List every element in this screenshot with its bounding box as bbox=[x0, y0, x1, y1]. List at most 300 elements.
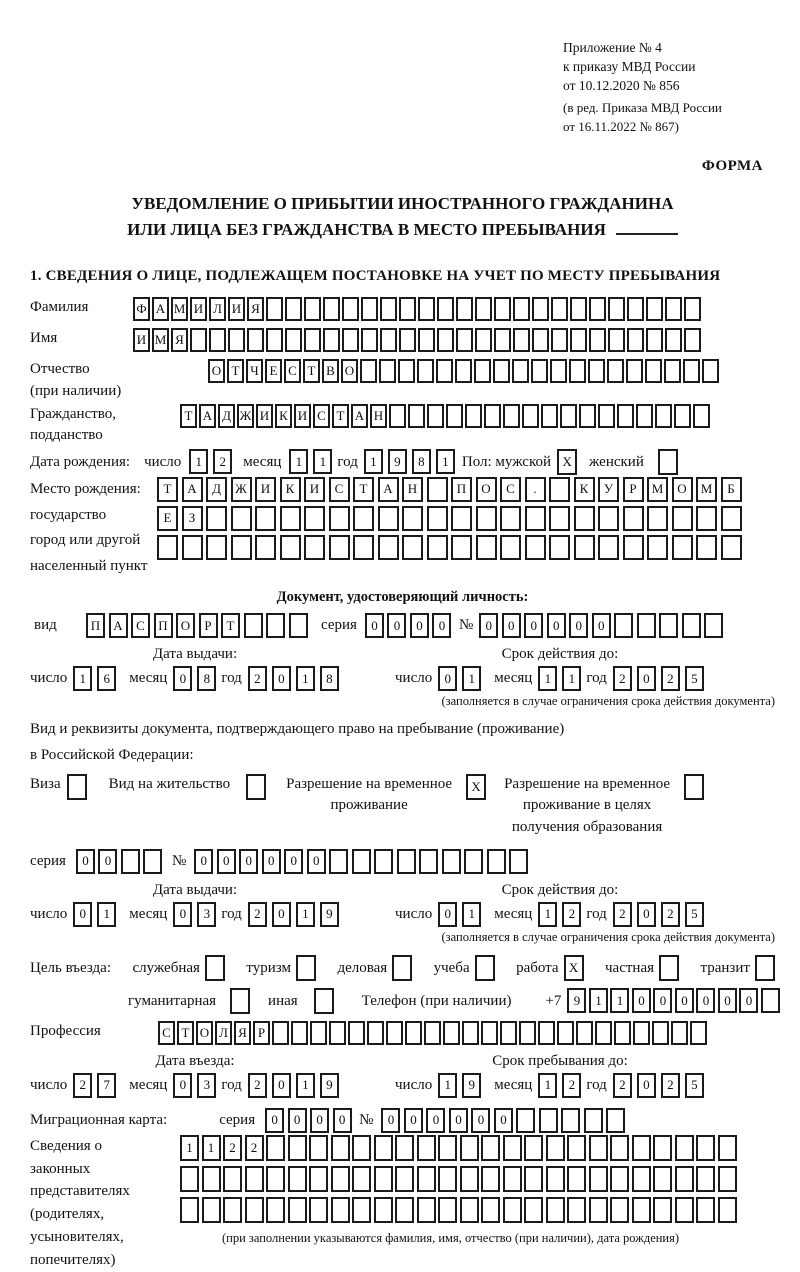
form-cell[interactable]: 0 bbox=[438, 902, 457, 927]
form-cell[interactable] bbox=[608, 297, 625, 321]
form-cell[interactable] bbox=[614, 613, 633, 638]
form-cell[interactable] bbox=[380, 297, 397, 321]
form-cell[interactable] bbox=[569, 359, 586, 383]
form-cell[interactable]: И bbox=[190, 297, 207, 321]
form-cell[interactable]: 2 bbox=[661, 1073, 680, 1098]
form-cell[interactable]: А bbox=[378, 477, 399, 502]
form-cell[interactable] bbox=[424, 1021, 441, 1045]
form-cell[interactable] bbox=[417, 1197, 436, 1223]
form-cell[interactable] bbox=[288, 1197, 307, 1223]
form-cell[interactable]: Я bbox=[171, 328, 188, 352]
form-cell[interactable] bbox=[570, 328, 587, 352]
form-cell[interactable]: 5 bbox=[685, 666, 704, 691]
form-cell[interactable] bbox=[696, 535, 717, 560]
form-cell[interactable]: 2 bbox=[248, 1073, 267, 1098]
form-cell[interactable] bbox=[455, 359, 472, 383]
form-cell[interactable] bbox=[329, 849, 348, 874]
form-cell[interactable]: 2 bbox=[248, 666, 267, 691]
form-cell[interactable] bbox=[647, 506, 668, 531]
form-cell[interactable]: 0 bbox=[502, 613, 521, 638]
form-cell[interactable] bbox=[637, 613, 656, 638]
form-cell[interactable] bbox=[560, 404, 577, 428]
form-cell[interactable]: 0 bbox=[265, 1108, 284, 1133]
form-cell[interactable]: Б bbox=[721, 477, 742, 502]
form-cell[interactable] bbox=[704, 613, 723, 638]
form-cell[interactable]: 0 bbox=[637, 1073, 656, 1098]
form-cell[interactable] bbox=[589, 1166, 608, 1192]
form-cell[interactable] bbox=[329, 535, 350, 560]
form-cell[interactable] bbox=[288, 1135, 307, 1161]
form-cell[interactable] bbox=[589, 1197, 608, 1223]
form-cell[interactable]: Н bbox=[402, 477, 423, 502]
form-cell[interactable] bbox=[538, 1021, 555, 1045]
form-cell[interactable]: 0 bbox=[76, 849, 95, 874]
form-cell[interactable] bbox=[266, 1135, 285, 1161]
form-cell[interactable] bbox=[67, 774, 87, 800]
form-cell[interactable]: 1 bbox=[313, 449, 332, 474]
form-cell[interactable] bbox=[202, 1197, 221, 1223]
form-cell[interactable]: 0 bbox=[98, 849, 117, 874]
form-cell[interactable] bbox=[761, 988, 780, 1013]
form-cell[interactable]: Ж bbox=[231, 477, 252, 502]
form-cell[interactable] bbox=[353, 506, 374, 531]
form-cell[interactable]: К bbox=[275, 404, 292, 428]
form-cell[interactable]: 0 bbox=[381, 1108, 400, 1133]
form-cell[interactable]: О bbox=[476, 477, 497, 502]
form-cell[interactable] bbox=[291, 1021, 308, 1045]
form-cell[interactable]: 0 bbox=[262, 849, 281, 874]
form-cell[interactable] bbox=[180, 1166, 199, 1192]
form-cell[interactable] bbox=[653, 1166, 672, 1192]
form-cell[interactable]: О bbox=[672, 477, 693, 502]
form-cell[interactable]: 0 bbox=[632, 988, 651, 1013]
form-cell[interactable]: А bbox=[351, 404, 368, 428]
form-cell[interactable] bbox=[451, 506, 472, 531]
form-cell[interactable] bbox=[245, 1166, 264, 1192]
form-cell[interactable] bbox=[539, 1108, 558, 1133]
form-cell[interactable] bbox=[476, 535, 497, 560]
form-cell[interactable] bbox=[584, 1108, 603, 1133]
form-cell[interactable] bbox=[532, 297, 549, 321]
form-cell[interactable]: 1 bbox=[97, 902, 116, 927]
form-cell[interactable] bbox=[374, 1197, 393, 1223]
form-cell[interactable] bbox=[309, 1166, 328, 1192]
form-cell[interactable]: Л bbox=[215, 1021, 232, 1045]
form-cell[interactable] bbox=[304, 328, 321, 352]
form-cell[interactable] bbox=[632, 1166, 651, 1192]
form-cell[interactable]: 0 bbox=[426, 1108, 445, 1133]
form-cell[interactable] bbox=[438, 1135, 457, 1161]
form-cell[interactable]: 5 bbox=[685, 1073, 704, 1098]
form-cell[interactable] bbox=[683, 359, 700, 383]
form-cell[interactable] bbox=[437, 297, 454, 321]
form-cell[interactable]: И bbox=[228, 297, 245, 321]
form-cell[interactable] bbox=[659, 613, 678, 638]
form-cell[interactable] bbox=[361, 328, 378, 352]
form-cell[interactable] bbox=[598, 535, 619, 560]
form-cell[interactable]: 0 bbox=[284, 849, 303, 874]
form-cell[interactable]: 3 bbox=[197, 1073, 216, 1098]
form-cell[interactable] bbox=[549, 535, 570, 560]
form-cell[interactable]: С bbox=[500, 477, 521, 502]
form-cell[interactable]: 8 bbox=[320, 666, 339, 691]
form-cell[interactable] bbox=[304, 535, 325, 560]
form-cell[interactable]: 9 bbox=[567, 988, 586, 1013]
form-cell[interactable] bbox=[360, 359, 377, 383]
form-cell[interactable] bbox=[419, 849, 438, 874]
form-cell[interactable] bbox=[617, 404, 634, 428]
form-cell[interactable]: 1 bbox=[364, 449, 383, 474]
form-cell[interactable]: 0 bbox=[637, 666, 656, 691]
form-cell[interactable] bbox=[525, 506, 546, 531]
form-cell[interactable] bbox=[546, 1197, 565, 1223]
form-cell[interactable] bbox=[550, 359, 567, 383]
form-cell[interactable]: 0 bbox=[547, 613, 566, 638]
form-cell[interactable] bbox=[589, 328, 606, 352]
form-cell[interactable]: 0 bbox=[438, 666, 457, 691]
form-cell[interactable] bbox=[532, 328, 549, 352]
form-cell[interactable]: X bbox=[557, 449, 577, 475]
form-cell[interactable] bbox=[476, 506, 497, 531]
form-cell[interactable] bbox=[296, 955, 316, 981]
form-cell[interactable] bbox=[223, 1166, 242, 1192]
form-cell[interactable]: 2 bbox=[223, 1135, 242, 1161]
form-cell[interactable]: 0 bbox=[524, 613, 543, 638]
form-cell[interactable]: 2 bbox=[213, 449, 232, 474]
form-cell[interactable]: 2 bbox=[248, 902, 267, 927]
form-cell[interactable]: Р bbox=[253, 1021, 270, 1045]
form-cell[interactable] bbox=[513, 297, 530, 321]
form-cell[interactable]: . bbox=[525, 477, 546, 502]
form-cell[interactable] bbox=[245, 1197, 264, 1223]
form-cell[interactable] bbox=[672, 535, 693, 560]
form-cell[interactable]: 0 bbox=[432, 613, 451, 638]
form-cell[interactable]: И bbox=[255, 477, 276, 502]
form-cell[interactable]: С bbox=[313, 404, 330, 428]
form-cell[interactable] bbox=[623, 535, 644, 560]
form-cell[interactable] bbox=[190, 328, 207, 352]
form-cell[interactable] bbox=[718, 1135, 737, 1161]
form-cell[interactable] bbox=[323, 297, 340, 321]
form-cell[interactable] bbox=[246, 774, 266, 800]
form-cell[interactable]: С bbox=[329, 477, 350, 502]
form-cell[interactable]: Л bbox=[209, 297, 226, 321]
form-cell[interactable] bbox=[323, 328, 340, 352]
form-cell[interactable] bbox=[438, 1197, 457, 1223]
form-cell[interactable]: 2 bbox=[613, 902, 632, 927]
form-cell[interactable] bbox=[395, 1135, 414, 1161]
form-cell[interactable]: Д bbox=[218, 404, 235, 428]
form-cell[interactable]: 1 bbox=[202, 1135, 221, 1161]
form-cell[interactable] bbox=[417, 1135, 436, 1161]
form-cell[interactable] bbox=[374, 1135, 393, 1161]
form-cell[interactable] bbox=[460, 1135, 479, 1161]
form-cell[interactable] bbox=[674, 404, 691, 428]
form-cell[interactable]: 1 bbox=[462, 666, 481, 691]
form-cell[interactable] bbox=[551, 297, 568, 321]
form-cell[interactable] bbox=[427, 404, 444, 428]
form-cell[interactable] bbox=[524, 1135, 543, 1161]
form-cell[interactable]: 1 bbox=[296, 666, 315, 691]
form-cell[interactable] bbox=[481, 1197, 500, 1223]
form-cell[interactable] bbox=[671, 1021, 688, 1045]
form-cell[interactable]: 1 bbox=[436, 449, 455, 474]
form-cell[interactable] bbox=[595, 1021, 612, 1045]
form-cell[interactable] bbox=[280, 535, 301, 560]
form-cell[interactable] bbox=[266, 1197, 285, 1223]
form-cell[interactable] bbox=[392, 955, 412, 981]
form-cell[interactable] bbox=[675, 1197, 694, 1223]
form-cell[interactable]: К bbox=[574, 477, 595, 502]
form-cell[interactable] bbox=[223, 1197, 242, 1223]
form-cell[interactable]: 1 bbox=[589, 988, 608, 1013]
form-cell[interactable]: 0 bbox=[288, 1108, 307, 1133]
form-cell[interactable] bbox=[503, 404, 520, 428]
form-cell[interactable] bbox=[417, 1166, 436, 1192]
form-cell[interactable] bbox=[285, 328, 302, 352]
form-cell[interactable] bbox=[202, 1166, 221, 1192]
form-cell[interactable] bbox=[460, 1166, 479, 1192]
form-cell[interactable] bbox=[460, 1197, 479, 1223]
form-cell[interactable] bbox=[598, 506, 619, 531]
form-cell[interactable]: О bbox=[341, 359, 358, 383]
form-cell[interactable]: 2 bbox=[562, 1073, 581, 1098]
form-cell[interactable] bbox=[561, 1108, 580, 1133]
form-cell[interactable]: И bbox=[256, 404, 273, 428]
form-cell[interactable] bbox=[574, 506, 595, 531]
form-cell[interactable]: 0 bbox=[637, 902, 656, 927]
form-cell[interactable] bbox=[206, 506, 227, 531]
form-cell[interactable]: 9 bbox=[320, 1073, 339, 1098]
form-cell[interactable] bbox=[503, 1197, 522, 1223]
form-cell[interactable] bbox=[427, 506, 448, 531]
form-cell[interactable]: С bbox=[284, 359, 301, 383]
form-cell[interactable] bbox=[398, 359, 415, 383]
form-cell[interactable]: В bbox=[322, 359, 339, 383]
form-cell[interactable] bbox=[266, 1166, 285, 1192]
form-cell[interactable] bbox=[438, 1166, 457, 1192]
form-cell[interactable] bbox=[493, 359, 510, 383]
form-cell[interactable]: 1 bbox=[538, 666, 557, 691]
form-cell[interactable] bbox=[755, 955, 775, 981]
form-cell[interactable] bbox=[696, 1135, 715, 1161]
form-cell[interactable]: О bbox=[176, 613, 195, 638]
form-cell[interactable]: А bbox=[199, 404, 216, 428]
form-cell[interactable] bbox=[500, 535, 521, 560]
form-cell[interactable] bbox=[549, 506, 570, 531]
form-cell[interactable] bbox=[475, 955, 495, 981]
form-cell[interactable]: 1 bbox=[296, 902, 315, 927]
form-cell[interactable] bbox=[598, 404, 615, 428]
form-cell[interactable] bbox=[576, 1021, 593, 1045]
form-cell[interactable]: 0 bbox=[272, 902, 291, 927]
form-cell[interactable]: Т bbox=[353, 477, 374, 502]
form-cell[interactable]: 8 bbox=[197, 666, 216, 691]
form-cell[interactable] bbox=[361, 297, 378, 321]
form-cell[interactable]: М bbox=[647, 477, 668, 502]
form-cell[interactable]: 2 bbox=[73, 1073, 92, 1098]
form-cell[interactable] bbox=[231, 506, 252, 531]
form-cell[interactable] bbox=[329, 1021, 346, 1045]
form-cell[interactable] bbox=[614, 1021, 631, 1045]
form-cell[interactable] bbox=[342, 297, 359, 321]
form-cell[interactable]: 0 bbox=[479, 613, 498, 638]
form-cell[interactable]: П bbox=[154, 613, 173, 638]
form-cell[interactable] bbox=[289, 613, 308, 638]
form-cell[interactable] bbox=[395, 1197, 414, 1223]
form-cell[interactable] bbox=[721, 506, 742, 531]
form-cell[interactable] bbox=[417, 359, 434, 383]
form-cell[interactable] bbox=[266, 297, 283, 321]
form-cell[interactable]: 0 bbox=[739, 988, 758, 1013]
form-cell[interactable] bbox=[427, 535, 448, 560]
form-cell[interactable] bbox=[285, 297, 302, 321]
form-cell[interactable] bbox=[623, 506, 644, 531]
form-cell[interactable] bbox=[589, 297, 606, 321]
form-cell[interactable]: А bbox=[109, 613, 128, 638]
form-cell[interactable] bbox=[475, 297, 492, 321]
form-cell[interactable] bbox=[626, 359, 643, 383]
form-cell[interactable]: 2 bbox=[562, 902, 581, 927]
form-cell[interactable] bbox=[244, 613, 263, 638]
form-cell[interactable]: 0 bbox=[653, 988, 672, 1013]
form-cell[interactable] bbox=[675, 1135, 694, 1161]
form-cell[interactable] bbox=[157, 535, 178, 560]
form-cell[interactable] bbox=[494, 297, 511, 321]
form-cell[interactable] bbox=[519, 1021, 536, 1045]
form-cell[interactable]: С bbox=[158, 1021, 175, 1045]
form-cell[interactable] bbox=[567, 1197, 586, 1223]
form-cell[interactable]: 0 bbox=[410, 613, 429, 638]
form-cell[interactable] bbox=[378, 535, 399, 560]
form-cell[interactable] bbox=[636, 404, 653, 428]
form-cell[interactable] bbox=[386, 1021, 403, 1045]
form-cell[interactable]: 0 bbox=[217, 849, 236, 874]
form-cell[interactable]: К bbox=[280, 477, 301, 502]
form-cell[interactable]: 0 bbox=[387, 613, 406, 638]
form-cell[interactable]: 9 bbox=[462, 1073, 481, 1098]
form-cell[interactable] bbox=[481, 1166, 500, 1192]
form-cell[interactable] bbox=[684, 297, 701, 321]
form-cell[interactable]: 2 bbox=[613, 666, 632, 691]
form-cell[interactable] bbox=[551, 328, 568, 352]
form-cell[interactable]: Т bbox=[221, 613, 240, 638]
form-cell[interactable]: 0 bbox=[272, 666, 291, 691]
form-cell[interactable]: 8 bbox=[412, 449, 431, 474]
form-cell[interactable]: X bbox=[564, 955, 584, 981]
form-cell[interactable]: Я bbox=[247, 297, 264, 321]
form-cell[interactable]: О bbox=[208, 359, 225, 383]
form-cell[interactable] bbox=[512, 359, 529, 383]
form-cell[interactable] bbox=[610, 1197, 629, 1223]
form-cell[interactable]: 0 bbox=[194, 849, 213, 874]
form-cell[interactable] bbox=[342, 328, 359, 352]
form-cell[interactable]: 1 bbox=[610, 988, 629, 1013]
form-cell[interactable] bbox=[509, 849, 528, 874]
form-cell[interactable]: 0 bbox=[307, 849, 326, 874]
form-cell[interactable]: 2 bbox=[245, 1135, 264, 1161]
form-cell[interactable]: 1 bbox=[562, 666, 581, 691]
form-cell[interactable] bbox=[231, 535, 252, 560]
form-cell[interactable] bbox=[718, 1166, 737, 1192]
form-cell[interactable] bbox=[465, 404, 482, 428]
form-cell[interactable] bbox=[389, 404, 406, 428]
form-cell[interactable]: Д bbox=[206, 477, 227, 502]
form-cell[interactable] bbox=[352, 849, 371, 874]
form-cell[interactable] bbox=[266, 328, 283, 352]
form-cell[interactable]: 0 bbox=[471, 1108, 490, 1133]
form-cell[interactable] bbox=[516, 1108, 535, 1133]
form-cell[interactable] bbox=[627, 297, 644, 321]
form-cell[interactable]: Т bbox=[227, 359, 244, 383]
form-cell[interactable] bbox=[367, 1021, 384, 1045]
form-cell[interactable] bbox=[442, 849, 461, 874]
form-cell[interactable] bbox=[646, 328, 663, 352]
form-cell[interactable] bbox=[646, 297, 663, 321]
form-cell[interactable]: Ф bbox=[133, 297, 150, 321]
form-cell[interactable]: П bbox=[451, 477, 472, 502]
form-cell[interactable]: О bbox=[196, 1021, 213, 1045]
form-cell[interactable] bbox=[522, 404, 539, 428]
form-cell[interactable] bbox=[399, 328, 416, 352]
form-cell[interactable] bbox=[443, 1021, 460, 1045]
form-cell[interactable] bbox=[658, 449, 678, 475]
form-cell[interactable] bbox=[474, 359, 491, 383]
form-cell[interactable] bbox=[570, 297, 587, 321]
form-cell[interactable] bbox=[513, 328, 530, 352]
form-cell[interactable] bbox=[462, 1021, 479, 1045]
form-cell[interactable]: 0 bbox=[365, 613, 384, 638]
form-cell[interactable] bbox=[659, 955, 679, 981]
form-cell[interactable] bbox=[524, 1166, 543, 1192]
form-cell[interactable]: 1 bbox=[538, 1073, 557, 1098]
form-cell[interactable] bbox=[524, 1197, 543, 1223]
form-cell[interactable] bbox=[331, 1135, 350, 1161]
form-cell[interactable] bbox=[437, 328, 454, 352]
form-cell[interactable] bbox=[205, 955, 225, 981]
form-cell[interactable] bbox=[647, 535, 668, 560]
form-cell[interactable] bbox=[696, 1197, 715, 1223]
form-cell[interactable] bbox=[588, 359, 605, 383]
form-cell[interactable] bbox=[632, 1197, 651, 1223]
form-cell[interactable] bbox=[272, 1021, 289, 1045]
form-cell[interactable] bbox=[456, 297, 473, 321]
form-cell[interactable] bbox=[664, 359, 681, 383]
form-cell[interactable] bbox=[247, 328, 264, 352]
form-cell[interactable] bbox=[541, 404, 558, 428]
form-cell[interactable] bbox=[402, 506, 423, 531]
form-cell[interactable]: 1 bbox=[289, 449, 308, 474]
form-cell[interactable]: 1 bbox=[462, 902, 481, 927]
form-cell[interactable]: 6 bbox=[97, 666, 116, 691]
form-cell[interactable]: И bbox=[133, 328, 150, 352]
form-cell[interactable] bbox=[702, 359, 719, 383]
form-cell[interactable]: Т bbox=[157, 477, 178, 502]
form-cell[interactable]: 2 bbox=[613, 1073, 632, 1098]
form-cell[interactable] bbox=[451, 535, 472, 560]
form-cell[interactable]: 0 bbox=[173, 1073, 192, 1098]
form-cell[interactable] bbox=[352, 1166, 371, 1192]
form-cell[interactable] bbox=[589, 1135, 608, 1161]
form-cell[interactable] bbox=[143, 849, 162, 874]
form-cell[interactable]: Т bbox=[177, 1021, 194, 1045]
form-cell[interactable] bbox=[484, 404, 501, 428]
form-cell[interactable]: Р bbox=[623, 477, 644, 502]
form-cell[interactable] bbox=[684, 328, 701, 352]
form-cell[interactable] bbox=[503, 1166, 522, 1192]
form-cell[interactable] bbox=[567, 1135, 586, 1161]
form-cell[interactable] bbox=[546, 1135, 565, 1161]
